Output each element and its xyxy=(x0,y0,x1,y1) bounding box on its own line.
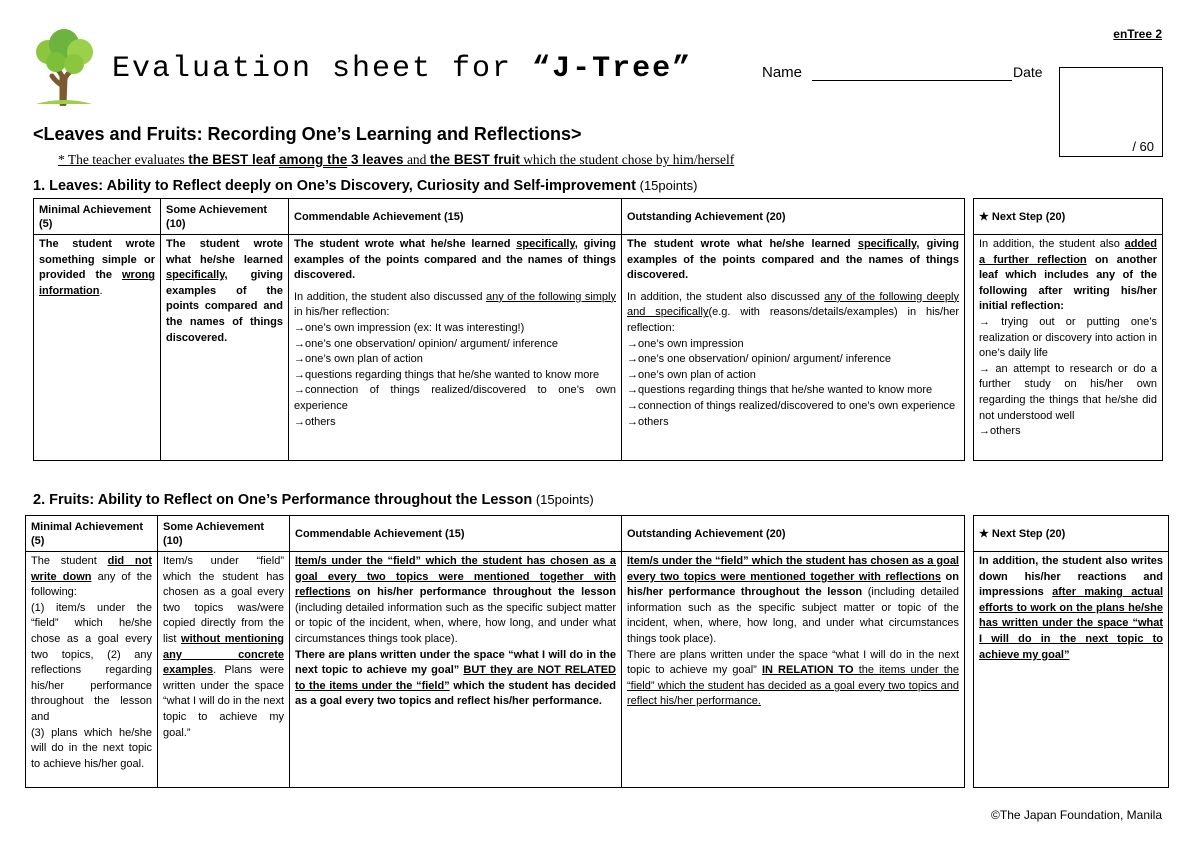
leaves-rubric-table xyxy=(33,198,965,461)
leaves-points: (15points) xyxy=(636,178,698,193)
note-part: 3 leaves xyxy=(347,152,404,167)
cell-text: did not write down xyxy=(31,555,152,583)
fruits-heading-text: 2. Fruits: Ability to Reflect on One’s Performance throughout the Lesson xyxy=(33,492,533,508)
cell-text: giving examples of the points compared and the names of things discovered. xyxy=(627,238,959,282)
cell-text: The student wrote what he/she learned xyxy=(166,238,283,266)
fruits-rubric-table xyxy=(25,515,965,788)
cell-text: (e.g. with reasons/details/examples) in his/her reflection: xyxy=(627,306,959,334)
list-item: →one’s one observation/ opinion/ argument/ inference xyxy=(627,353,891,366)
cell-text: without mentioning any concrete examples xyxy=(163,632,284,677)
cell-text: Item/s under the “field” which the student has chosen as a goal every two topics were mentioned together with reflections xyxy=(295,555,616,599)
tree-logo-icon xyxy=(32,26,96,106)
list-item: →connection of things realized/discovered to one’s own experience xyxy=(294,384,616,412)
list-item: →one’s own impression (ex: It was interesting!) xyxy=(294,321,525,334)
header-outstanding: Outstanding Achievement (20) xyxy=(622,199,965,235)
note-part: among the xyxy=(278,152,348,167)
name-field[interactable] xyxy=(812,80,1012,81)
list-item: (3) plans which he/she will do in the next topic to achieve his/her goal. xyxy=(31,726,152,770)
list-item: →connection of things realized/discovered to one’s own experience xyxy=(627,399,956,412)
cell-text: on another leaf which includes any of the following after writing his/her initial reflection: xyxy=(979,253,1158,313)
cell-text: any of the following deeply and specifically xyxy=(627,290,959,319)
cell-text: BUT they are NOT RELATED to the items under the “field” xyxy=(295,664,616,692)
section-heading: <Leaves and Fruits: Recording One’s Learning and Reflections> xyxy=(33,124,582,144)
cell-text: In addition, the student also writes down his/her reactions and impressions xyxy=(979,555,1163,599)
cell-text: The student wrote something simple or provided the xyxy=(39,238,155,282)
header-next-step: ★ Next Step (20) xyxy=(974,516,1169,552)
list-item: →questions regarding things that he/she wanted to know more xyxy=(294,368,600,381)
header-commendable: Commendable Achievement (15) xyxy=(289,199,622,235)
cell-text: wrong information xyxy=(39,269,155,297)
fruits-heading xyxy=(33,492,594,508)
cell-text: There are plans written under the space “what I will do in the next topic to achieve my goal” xyxy=(627,648,959,677)
cell-text: Item/s under the “field” which the student has chosen as a goal every two topics were mentioned together with reflections xyxy=(627,555,959,583)
cell-text: The student wrote what he/she learned xyxy=(627,238,858,250)
cell-text: giving examples of the points compared and the names of things discovered. xyxy=(294,238,617,282)
header-some: Some Achievement (10) xyxy=(158,516,290,552)
fruits-some-cell xyxy=(158,552,290,788)
cell-text: Item/s under “field” which the student has chosen as a goal every two topics was/were copied directly from the list xyxy=(163,555,284,645)
fruits-next-step-table xyxy=(973,515,1169,788)
cell-text: any of the following simply xyxy=(485,290,616,303)
cell-text: The student wrote what he/she learned xyxy=(294,238,517,250)
cell-text: giving examples of the points compared and the names of things discovered. xyxy=(166,269,283,344)
cell-text: (including detailed information such as the specific subject matter or topic of the incident, when, where, how long, and under what circumstances things took place). xyxy=(627,586,959,645)
document-tag: enTree 2 xyxy=(1113,27,1162,41)
cell-text: the items under the “field” which the student has decided as a goal every two topics and reflect his/her performance. xyxy=(627,664,959,708)
cell-text: added a further reflection xyxy=(979,238,1157,266)
list-item: →others xyxy=(294,415,336,428)
title-main: “J-Tree” xyxy=(532,52,693,86)
header-some: Some Achievement (10) xyxy=(161,199,289,235)
cell-text: In addition, the student also xyxy=(979,238,1125,250)
cell-text: specifically, xyxy=(166,269,228,282)
header-outstanding: Outstanding Achievement (20) xyxy=(622,516,965,552)
name-label: Name xyxy=(762,64,803,81)
header-commendable: Commendable Achievement (15) xyxy=(290,516,622,552)
copyright: ©The Japan Foundation, Manila xyxy=(991,808,1162,822)
list-item: →one’s own plan of action xyxy=(294,353,423,366)
cell-text: The student xyxy=(31,555,108,567)
cell-text: In addition, the student also discussed xyxy=(294,290,486,303)
note-part: The teacher evaluates xyxy=(67,152,189,167)
cell-text: specifically, xyxy=(516,238,578,250)
list-item: →one’s own plan of action xyxy=(627,368,756,381)
cell-text: . Plans were written under the space “what I will do in the next topic to achieve my goal.” xyxy=(163,664,284,739)
cell-text: specifically, xyxy=(857,238,920,250)
list-item: →others xyxy=(979,425,1021,438)
cell-text: There are plans written under the space “what I will do in the next topic to achieve my goal” xyxy=(295,648,616,677)
evaluation-note xyxy=(58,152,734,168)
leaves-outstanding-cell xyxy=(622,235,965,461)
cell-text: after making actual efforts to work on the plans he/she has written under the space “what I will do in the next topic to achieve my goal” xyxy=(979,586,1163,661)
title-prefix: Evaluation sheet for xyxy=(112,52,533,86)
cell-text: . xyxy=(99,284,103,297)
list-item: →one’s one observation/ opinion/ argument/ inference xyxy=(294,337,558,350)
list-item: → an attempt to research or do a further study on his/her own regarding the things that he/she did not understood well xyxy=(979,362,1157,422)
note-part: and xyxy=(403,152,430,167)
fruits-commendable-cell xyxy=(290,552,622,788)
cell-text: IN RELATION TO xyxy=(761,664,854,677)
cell-text: any of the following: xyxy=(31,570,152,599)
cell-text: on his/her performance throughout the lesson xyxy=(350,586,616,599)
header-next-step: ★ Next Step (20) xyxy=(974,199,1163,235)
leaves-minimal-cell xyxy=(34,235,161,461)
header-minimal: Minimal Achievement (5) xyxy=(34,199,161,235)
leaves-next-step-table xyxy=(973,198,1163,461)
leaves-next-step-cell xyxy=(974,235,1163,461)
cell-text: In addition, the student also discussed xyxy=(627,290,825,303)
cell-text: in his/her reflection: xyxy=(294,306,390,319)
note-part: which the student chose by him/herself xyxy=(519,152,735,167)
leaves-commendable-cell xyxy=(289,235,622,461)
header-minimal: Minimal Achievement (5) xyxy=(26,516,158,552)
list-item: →questions regarding things that he/she wanted to know more xyxy=(627,384,933,397)
list-item: → trying out or putting one’s realization or discovery into action in one’s daily life xyxy=(979,315,1157,360)
note-star: * xyxy=(58,152,68,167)
cell-text: which the student has decided as a goal every two topics and reflect his/her performance. xyxy=(295,679,616,708)
page-title xyxy=(112,52,692,86)
cell-text: (including detailed information such as the specific subject matter or topic of the incident, when, where, how long, and under what circumstances things took place). xyxy=(295,601,616,645)
cell-text: on his/her performance throughout the lesson xyxy=(627,570,959,599)
note-part: the BEST leaf xyxy=(188,152,279,167)
date-label: Date xyxy=(1013,64,1043,80)
score-box[interactable] xyxy=(1059,67,1163,157)
list-item: →one’s own impression xyxy=(627,337,744,350)
fruits-minimal-cell xyxy=(26,552,158,788)
fruits-points: (15points) xyxy=(532,492,594,507)
note-part: the BEST fruit xyxy=(429,152,520,167)
leaves-some-cell xyxy=(161,235,289,461)
leaves-heading-text: 1. Leaves: Ability to Reflect deeply on One’s Discovery, Curiosity and Self-improvement xyxy=(33,178,636,194)
fruits-next-step-cell xyxy=(974,552,1169,788)
score-total: / 60 xyxy=(1132,139,1154,154)
list-item: (1) item/s under the “field” which he/she chose as a goal every two topics, (2) any reflections regarding his/her performance throughout the lesson and xyxy=(31,601,152,723)
leaves-heading xyxy=(33,178,697,194)
list-item: →others xyxy=(627,415,669,428)
fruits-outstanding-cell xyxy=(622,552,965,788)
